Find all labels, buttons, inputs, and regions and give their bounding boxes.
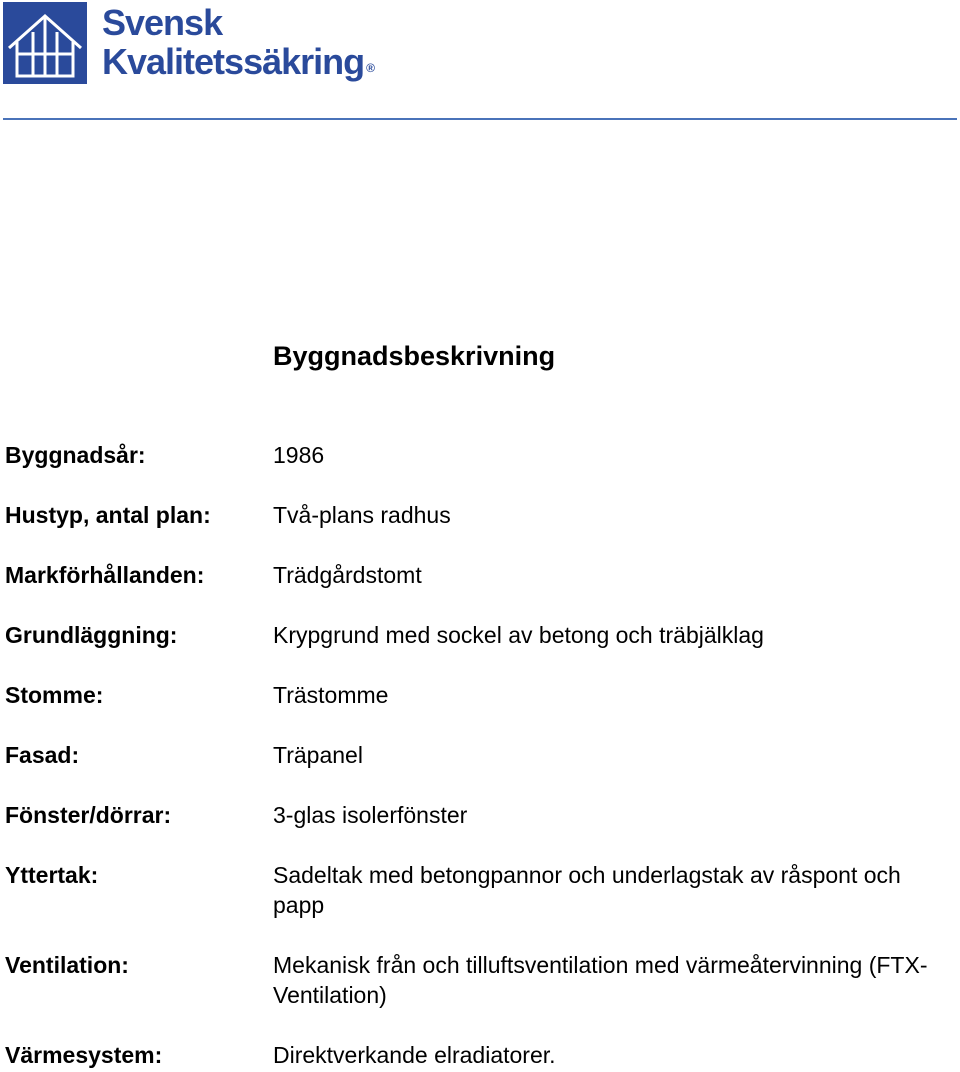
field-value: Trädgårdstomt — [273, 562, 422, 588]
field-value: Träpanel — [273, 742, 363, 768]
field-label: Värmesystem: — [5, 1042, 163, 1068]
field-label: Markförhållanden: — [5, 562, 205, 588]
document-header — [0, 0, 960, 120]
field-value: Sadeltak med betongpannor och underlagstak av råspont och papp — [273, 862, 901, 918]
field-value: Två-plans radhus — [273, 502, 451, 528]
brand-line-2 — [102, 42, 375, 82]
house-logo-icon — [3, 2, 87, 84]
field-label: Ventilation: — [5, 952, 129, 978]
field-value: Trästomme — [273, 682, 389, 708]
header-rule — [3, 118, 957, 120]
field-label: Fönster/dörrar: — [5, 802, 172, 828]
field-value: 3-glas isolerfönster — [273, 802, 468, 828]
brand-line-2-text: Kvalitetssäkring — [102, 41, 365, 82]
registered-mark: ® — [366, 61, 375, 75]
brand-line-1: Svensk — [102, 2, 223, 43]
field-label: Fasad: — [5, 742, 80, 768]
field-value: Mekanisk från och tilluftsventilation med värmeåtervinning (FTX-Ventilation) — [273, 952, 928, 1008]
field-value: Krypgrund med sockel av betong och träbjälklag — [273, 622, 764, 648]
field-label: Yttertak: — [5, 862, 99, 888]
field-label: Stomme: — [5, 682, 104, 708]
field-label: Hustyp, antal plan: — [5, 502, 211, 528]
field-value: Direktverkande elradiatorer. — [273, 1042, 556, 1068]
field-label: Grundläggning: — [5, 622, 178, 648]
field-value: 1986 — [273, 442, 325, 468]
field-label: Byggnadsår: — [5, 442, 146, 468]
document-title: Byggnadsbeskrivning — [273, 341, 556, 371]
brand-logo-text — [102, 4, 375, 82]
